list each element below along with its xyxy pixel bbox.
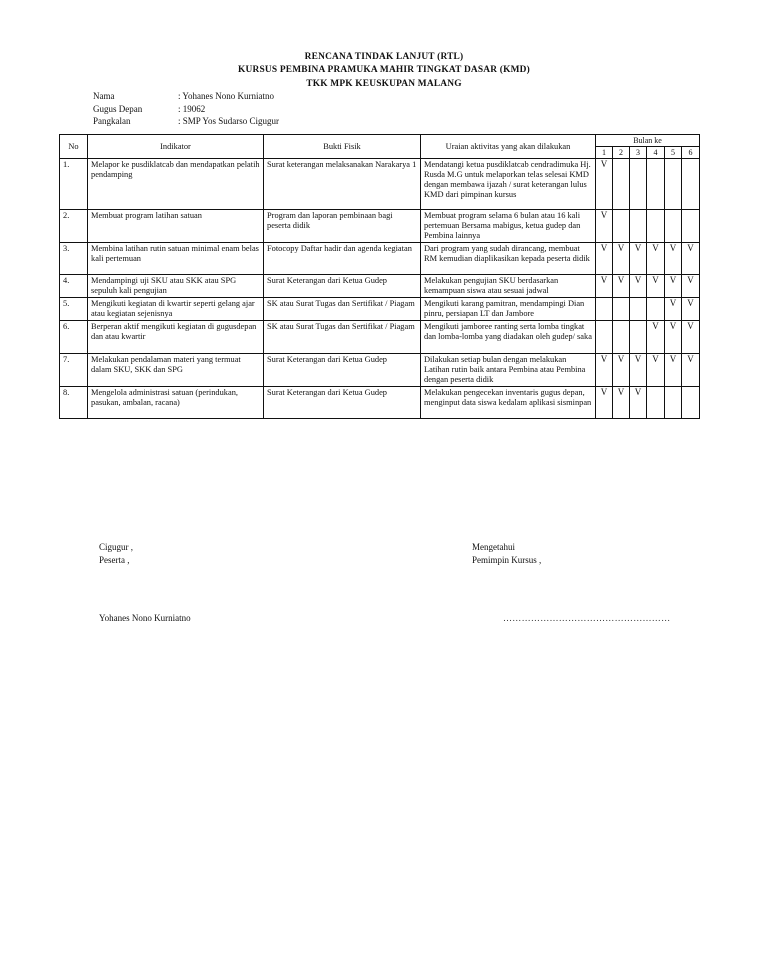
header-month: 4 [647, 147, 665, 159]
info-value: : SMP Yos Sudarso Cigugur [178, 116, 279, 126]
cell-month-check: V [647, 354, 665, 387]
info-row-pangkalan [93, 115, 279, 128]
doc-organization: TKK MPK KEUSKUPAN MALANG [306, 79, 462, 89]
cell-uraian: Mengikuti karang pamitran, mendampingi Dian pinru, persiapan LT dan Jambore [421, 298, 596, 321]
cell-month-check: V [613, 354, 630, 387]
info-row-name [93, 90, 279, 103]
header-month: 2 [613, 147, 630, 159]
cell-month-check: V [596, 387, 613, 419]
cell-month-check: V [665, 275, 682, 298]
header-no: No [60, 135, 88, 159]
cell-month-check: V [613, 387, 630, 419]
table-row [60, 354, 700, 387]
cell-month-check [613, 159, 630, 210]
cell-uraian: Melakukan pengecekan inventaris gugus depan, menginput data siswa kedalam aplikasi sisminpan [421, 387, 596, 419]
table-row [60, 275, 700, 298]
cell-bukti: Program dan laporan pembinaan bagi peserta didik [264, 210, 421, 243]
signature-place: Cigugur , [99, 542, 134, 552]
header-bulan: Bulan ke [596, 135, 700, 147]
cell-month-check [647, 159, 665, 210]
cell-month-check: V [665, 354, 682, 387]
signature-role: Peserta , [99, 555, 130, 565]
header-month: 6 [682, 147, 700, 159]
cell-month-check: V [665, 243, 682, 275]
cell-month-check: V [613, 243, 630, 275]
signature-blank-line: ……………………………………………… [503, 613, 671, 623]
doc-title: RENCANA TINDAK LANJUT (RTL) [304, 52, 464, 62]
cell-month-check: V [596, 159, 613, 210]
cell-month-check: V [682, 298, 700, 321]
signature-left [99, 541, 133, 567]
cell-bukti: Surat Keterangan dari Ketua Gudep [264, 354, 421, 387]
cell-month-check: V [596, 275, 613, 298]
cell-month-check [630, 210, 647, 243]
info-row-gugus-depan [93, 103, 279, 116]
cell-no: 8. [60, 387, 88, 419]
cell-month-check: V [596, 354, 613, 387]
cell-month-check [665, 210, 682, 243]
signature-role: Pemimpin Kursus , [472, 555, 542, 565]
cell-month-check: V [665, 321, 682, 354]
cell-month-check: V [682, 321, 700, 354]
participant-info [93, 90, 279, 128]
cell-uraian: Mengikuti jamboree ranting serta lomba tingkat dan lomba-lomba yang diadakan oleh gudep/ saka [421, 321, 596, 354]
cell-indikator: Mendampingi uji SKU atau SKK atau SPG sepuluh kali pengujian [88, 275, 264, 298]
cell-month-check [647, 210, 665, 243]
cell-indikator: Mengikuti kegiatan di kwartir seperti gelang ajar atau kegiatan sejenisnya [88, 298, 264, 321]
cell-bukti: Surat keterangan melaksanakan Narakarya 1 [264, 159, 421, 210]
header-month: 1 [596, 147, 613, 159]
cell-month-check [613, 210, 630, 243]
signature-name: Yohanes Nono Kurniatno [99, 613, 191, 623]
table-row [60, 387, 700, 419]
table-row [60, 159, 700, 210]
header-bukti-fisik: Bukti Fisik [264, 135, 421, 159]
cell-bukti: SK atau Surat Tugas dan Sertifikat / Piagam [264, 298, 421, 321]
cell-indikator: Membina latihan rutin satuan minimal enam belas kali pertemuan [88, 243, 264, 275]
cell-month-check: V [682, 275, 700, 298]
cell-month-check [682, 387, 700, 419]
header-uraian: Uraian aktivitas yang akan dilakukan [421, 135, 596, 159]
cell-uraian: Mendatangi ketua pusdiklatcab cendradimuka Hj. Rusda M.G untuk melaporkan telas selesai KMD dengan membawa ijazah / surat keterangan lulus KMD dari pimpinan kursus [421, 159, 596, 210]
cell-bukti: Surat Keterangan dari Ketua Gudep [264, 387, 421, 419]
cell-no: 2. [60, 210, 88, 243]
cell-month-check: V [596, 210, 613, 243]
table-row [60, 243, 700, 275]
info-value: : 19062 [178, 103, 206, 114]
rtl-table [59, 134, 700, 419]
doc-subtitle: KURSUS PEMBINA PRAMUKA MAHIR TINGKAT DASAR (KMD) [238, 65, 530, 75]
cell-month-check: V [596, 243, 613, 275]
cell-month-check: V [630, 275, 647, 298]
info-label: Pangkalan [93, 116, 131, 126]
cell-uraian: Membuat program selama 6 bulan atau 16 kali pertemuan Bersama mabigus, ketua gudep dan Pembina lainnya [421, 210, 596, 243]
cell-month-check [596, 321, 613, 354]
cell-month-check: V [647, 275, 665, 298]
table-row [60, 210, 700, 243]
header-month: 5 [665, 147, 682, 159]
info-value: : Yohanes Nono Kurniatno [178, 91, 274, 101]
header-month: 3 [630, 147, 647, 159]
signature-label: Mengetahui [472, 542, 515, 552]
cell-month-check: V [647, 243, 665, 275]
cell-no: 3. [60, 243, 88, 275]
signature-right [472, 541, 541, 567]
cell-month-check: V [647, 321, 665, 354]
cell-month-check: V [682, 243, 700, 275]
cell-bukti: SK atau Surat Tugas dan Sertifikat / Piagam [264, 321, 421, 354]
cell-indikator: Membuat program latihan satuan [88, 210, 264, 243]
cell-month-check: V [665, 298, 682, 321]
cell-month-check [613, 298, 630, 321]
cell-month-check [647, 298, 665, 321]
cell-month-check: V [630, 243, 647, 275]
cell-month-check: V [613, 275, 630, 298]
cell-uraian: Dilakukan setiap bulan dengan melakukan Latihan rutin baik antara Pembina atau Pembina dengan peserta didik [421, 354, 596, 387]
cell-month-check [630, 298, 647, 321]
header-indikator: Indikator [88, 135, 264, 159]
cell-bukti: Fotocopy Daftar hadir dan agenda kegiatan [264, 243, 421, 275]
info-label: Gugus Depan [93, 103, 143, 114]
cell-month-check [682, 159, 700, 210]
cell-indikator: Melakukan pendalaman materi yang termuat dalam SKU, SKK dan SPG [88, 354, 264, 387]
cell-month-check [613, 321, 630, 354]
cell-no: 4. [60, 275, 88, 298]
cell-indikator: Berperan aktif mengikuti kegiatan di gugusdepan dan atau kwartir [88, 321, 264, 354]
cell-month-check [665, 387, 682, 419]
cell-no: 7. [60, 354, 88, 387]
cell-month-check: V [682, 354, 700, 387]
cell-month-check: V [630, 387, 647, 419]
cell-no: 5. [60, 298, 88, 321]
table-row [60, 321, 700, 354]
cell-no: 6. [60, 321, 88, 354]
cell-no: 1. [60, 159, 88, 210]
cell-month-check [630, 159, 647, 210]
table-row [60, 298, 700, 321]
table-header-row [60, 135, 700, 147]
cell-uraian: Dari program yang sudah dirancang, membuat RM kemudian diaplikasikan kepada peserta didik [421, 243, 596, 275]
cell-month-check [596, 298, 613, 321]
cell-uraian: Melakukan pengujian SKU berdasarkan kemampuan siswa atau sesuai jadwal [421, 275, 596, 298]
cell-bukti: Surat Keterangan dari Ketua Gudep [264, 275, 421, 298]
cell-month-check [665, 159, 682, 210]
cell-month-check [682, 210, 700, 243]
cell-month-check [630, 321, 647, 354]
cell-month-check [647, 387, 665, 419]
cell-indikator: Mengelola administrasi satuan (perindukan, pasukan, ambalan, racana) [88, 387, 264, 419]
info-label: Nama [93, 91, 115, 101]
cell-indikator: Melapor ke pusdiklatcab dan mendapatkan pelatih pendamping [88, 159, 264, 210]
cell-month-check: V [630, 354, 647, 387]
